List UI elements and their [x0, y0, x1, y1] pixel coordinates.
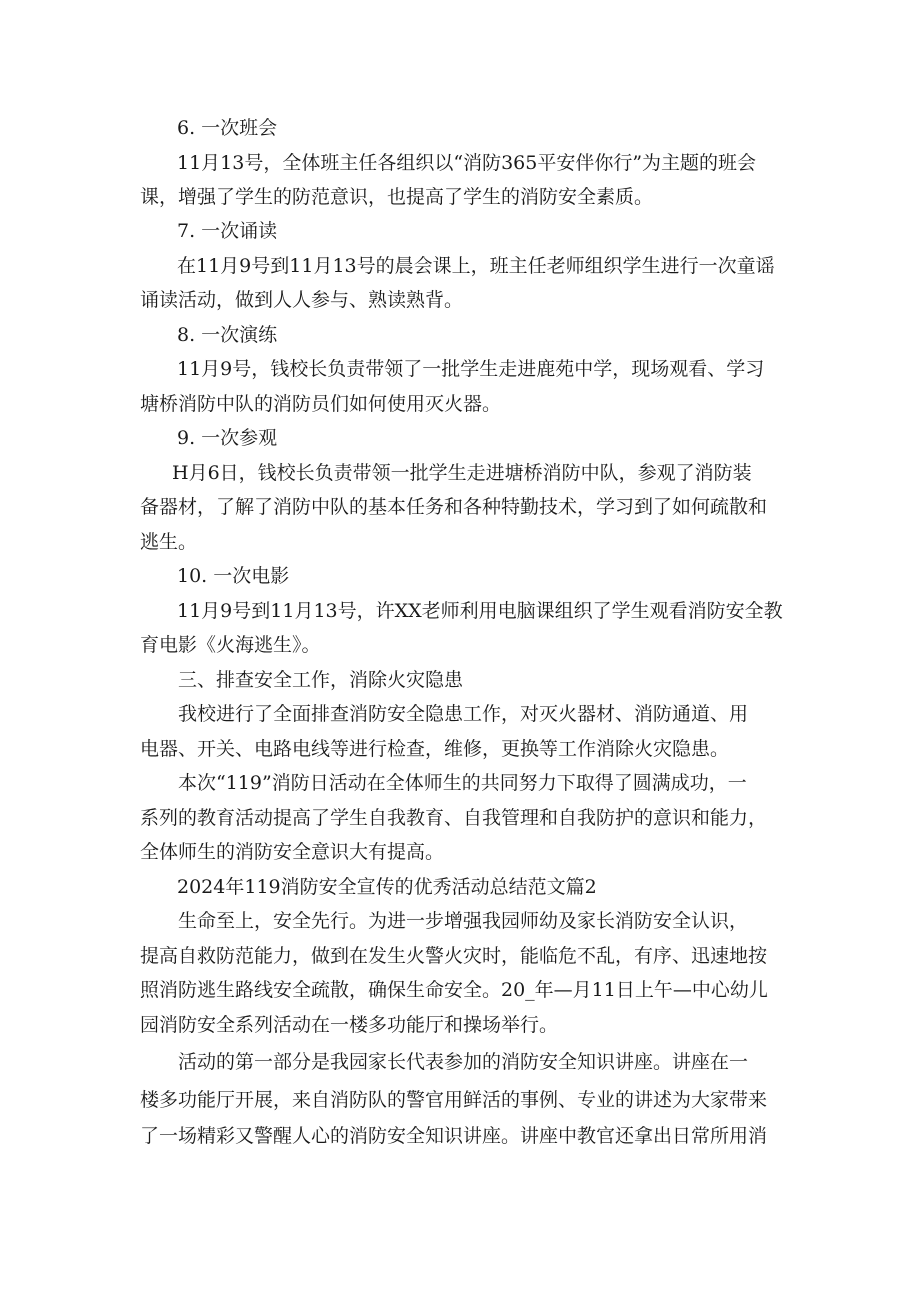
heading-8: 8. 一次演练: [177, 324, 278, 346]
section-heading-3: 三、排查安全工作，消除火灾隐患: [178, 669, 464, 691]
paragraph-line: 全体师生的消防安全意识大有提高。: [140, 841, 445, 863]
paragraph-line: 本次“119”消防日活动在全体师生的共同努力下取得了圆满成功，一: [178, 772, 747, 794]
paragraph-line: 备器材，了解了消防中队的基本任务和各种特勤技术，学习到了如何疏散和: [140, 496, 768, 518]
paragraph-line: 电器、开关、电路电线等进行检查，维修，更换等工作消除火灾隐患。: [140, 738, 730, 760]
paragraph-line: 生命至上，安全先行。为进一步增强我园师幼及家长消防安全认识，: [178, 910, 749, 932]
paragraph-line: H月6日，钱校长负责带领一批学生走进塘桥消防中队，参观了消防装: [172, 462, 752, 484]
heading-9: 9. 一次参观: [177, 427, 278, 449]
paragraph-line: 照消防逃生路线安全疏散，确保生命安全。20_年—月11日上午—中心幼儿: [140, 979, 768, 1001]
paragraph-line: 我校进行了全面排查消防安全隐患工作，对灭火器材、消防通道、用: [178, 703, 749, 725]
heading-7: 7. 一次诵读: [177, 220, 278, 242]
paragraph-line: 逃生。: [140, 531, 198, 553]
paragraph-line: 11月13号，全体班主任各组织以“消防365平安伴你行”为主题的班会: [177, 152, 757, 174]
paragraph-line: 系列的教育活动提高了学生自我教育、自我管理和自我防护的意识和能力，: [140, 807, 768, 829]
paragraph-line: 诵读活动，做到人人参与、熟读熟背。: [140, 289, 464, 311]
paragraph-line: 塘桥消防中队的消防员们如何使用灭火器。: [140, 393, 502, 415]
heading-6: 6. 一次班会: [177, 117, 278, 139]
paragraph-line: 育电影《火海逃生》。: [140, 634, 321, 656]
paragraph-line: 11月9号到11月13号，许XX老师利用电脑课组织了学生观看消防安全教: [177, 600, 783, 622]
paragraph-line: 楼多功能厅开展，来自消防队的警官用鲜活的事例、专业的讲述为大家带来: [140, 1089, 768, 1111]
paragraph-line: 课，增强了学生的防范意识，也提高了学生的消防安全素质。: [140, 186, 654, 208]
paragraph-line: 11月9号，钱校长负责带领了一批学生走进鹿苑中学，现场观看、学习: [177, 358, 765, 380]
paragraph-line: 在11月9号到11月13号的晨会课上，班主任老师组织学生进行一次童谣: [177, 255, 775, 277]
paragraph-line: 提高自救防范能力，做到在发生火警火灾时，能临危不乱，有序、迅速地按: [140, 945, 768, 967]
heading-10: 10. 一次电影: [177, 565, 290, 587]
paragraph-line: 活动的第一部分是我园家长代表参加的消防安全知识讲座。讲座在一: [178, 1051, 749, 1073]
article-title-2: 2024年119消防安全宣传的优秀活动总结范文篇2: [177, 876, 597, 898]
paragraph-line: 园消防安全系列活动在一楼多功能厅和操场举行。: [140, 1014, 559, 1036]
paragraph-line: 了一场精彩又警醒人心的消防安全知识讲座。讲座中教官还拿出日常所用消: [140, 1125, 768, 1147]
